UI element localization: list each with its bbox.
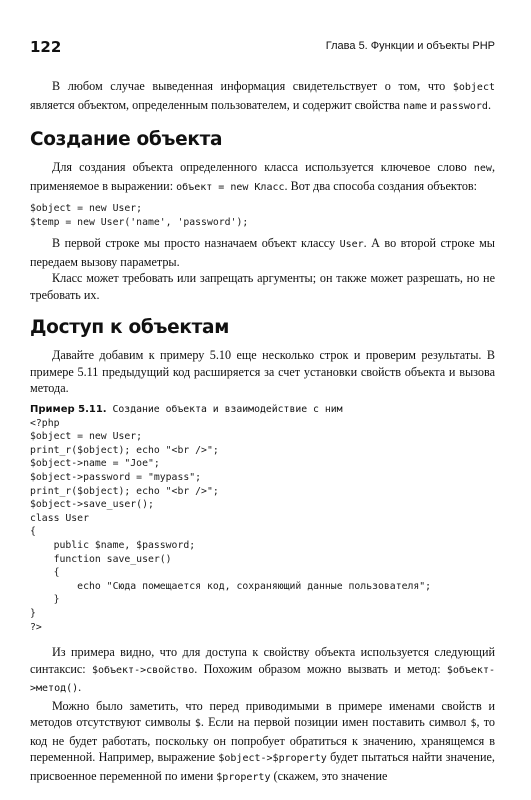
- page-number: 122: [30, 38, 62, 56]
- intro-paragraph: В любом случае выведенная информация свидетельствует о том, что $object является объектом, определенным пользователем, и содержит свойства name и password.: [30, 79, 495, 112]
- property-access-paragraph: Из примера видно, что для доступа к свойству объекта используется следующий синтаксис: $объект->свойство. Похожим образом можно вызвать и метод: $объект->метод().: [30, 645, 495, 695]
- code-listing-example-5-11: <?php $object = new User; print_r($object); echo "<br />"; $object->name = "Joe"; $object->password = "mypass"; print_r($object); echo "<br />"; $object->save_user(); class User { public $name, $password; function save_user() { echo "Сюда помещается код, сохраняющий данные пользователя"; } } ?>: [30, 417, 432, 633]
- page-header: [30, 38, 495, 58]
- create-object-paragraph: Для создания объекта определенного класса используется ключевое слово new, применяемое в выражении: объект = new Класс. Вот два способа создания объектов:: [30, 160, 495, 193]
- example-caption: [30, 403, 495, 417]
- section-heading-access-objects: Доступ к объектам: [30, 317, 230, 339]
- section-heading-create-object: Создание объекта: [30, 129, 223, 150]
- dollar-sign-paragraph: Можно было заметить, что перед приводимыми в примере именами свойств и методов отсутствуют символы $. Если на первой позиции имен поставить символ $, то код не будет работать, поскольку он попробует обратиться к значению, хранящемся в переменной. Например, выражение $object->$property будет пытаться найти значение, присвоенное переменной по имени $property (скажем, это значение: [30, 698, 496, 783]
- access-objects-paragraph: Давайте добавим к примеру 5.10 еще несколько строк и проверим результаты. В примере 5.11 предыдущий код расширяется за счет установки свойств объекта и вызова метода.: [30, 348, 495, 396]
- arguments-paragraph: Класс может требовать или запрещать аргументы; он также может разрешать, но не требовать их.: [30, 271, 495, 302]
- page-content: [30, 78, 495, 786]
- first-line-explanation: В первой строке мы просто назначаем объект классу User. А во второй строке мы передаем вызову параметры.: [30, 236, 495, 269]
- code-snippet-create-object: $object = new User; $temp = new User('name', 'password');: [30, 203, 249, 228]
- example-label: Пример 5.11.: [30, 403, 107, 415]
- example-title: Создание объекта и взаимодействие с ним: [106, 403, 343, 415]
- running-title: Глава 5. Функции и объекты PHP: [325, 40, 495, 52]
